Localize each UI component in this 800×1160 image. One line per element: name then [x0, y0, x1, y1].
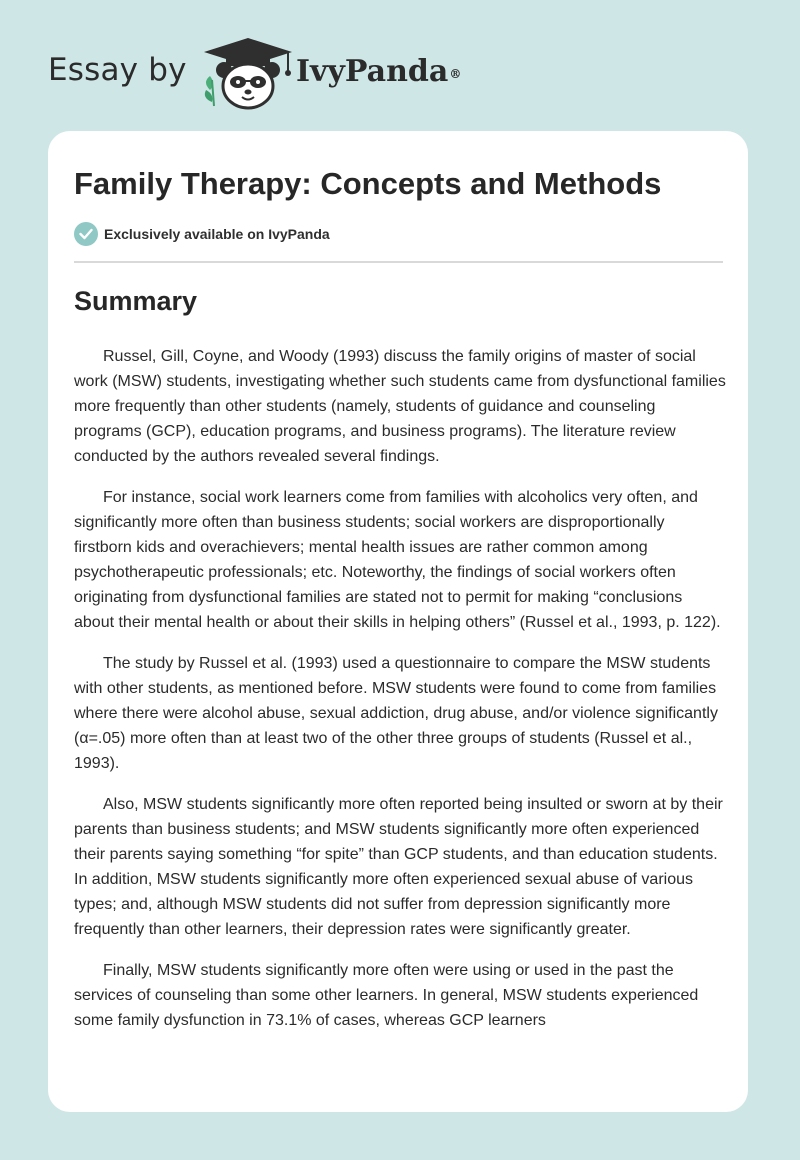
- panda-graduate-icon[interactable]: [200, 36, 296, 110]
- brand-prefix: Essay by: [48, 52, 187, 88]
- registered-mark: ®: [449, 67, 462, 81]
- paragraph: Also, MSW students significantly more often reported being insulted or sworn at by their parents than business students; and MSW students significantly more often experienced their parents saying something “for spite” than GCP students, and than education students. In addition, MSW students significantly more often experienced sexual abuse of various types; and, although MSW students did not suffer from depression significantly more frequently than other learners, their depression rates were significantly greater.: [74, 796, 723, 938]
- exclusive-badge: [74, 222, 330, 246]
- divider: [74, 261, 723, 263]
- paragraph: For instance, social work learners come from families with alcoholics very often, and significantly more often than business students; social workers are disproportionally firstborn kids and overachievers; mental health issues are rather common among psychotherapeutic professionals; etc. Noteworthy, the findings of social workers often originating from dysfunctional families are stated not to permit for making “conclusions about their mental health or about their skills in helping others” (Russel et al., 1993, p. 122).: [74, 489, 721, 631]
- paragraph: Russel, Gill, Coyne, and Woody (1993) discuss the family origins of master of social work (MSW) students, investigating whether such students came from dysfunctional families more frequently than other students (namely, students of guidance and counseling programs (GCP), education programs, and business programs). The literature review conducted by the authors revealed several findings.: [74, 348, 726, 465]
- badge-text: Exclusively available on IvyPanda: [104, 226, 330, 242]
- site-header: [0, 0, 800, 120]
- brand-name[interactable]: IvyPanda®: [296, 54, 462, 89]
- page-title: Family Therapy: Concepts and Methods: [74, 166, 662, 201]
- paragraph: The study by Russel et al. (1993) used a questionnaire to compare the MSW students with other students, as mentioned before. MSW students were found to come from families where there were alcohol abuse, sexual addiction, drug abuse, and/or violence significantly (α=.05) more often than at least two of the other three groups of students (Russel et al., 1993).: [74, 655, 718, 772]
- check-circle-icon: [74, 222, 98, 246]
- paragraph: Finally, MSW students significantly more often were using or used in the past the services of counseling than some other learners. In general, MSW students experienced some family dysfunction in 73.1% of cases, whereas GCP learners: [74, 962, 699, 1029]
- essay-card: [48, 131, 748, 1112]
- section-heading: Summary: [74, 286, 198, 316]
- article-body: [74, 344, 726, 1049]
